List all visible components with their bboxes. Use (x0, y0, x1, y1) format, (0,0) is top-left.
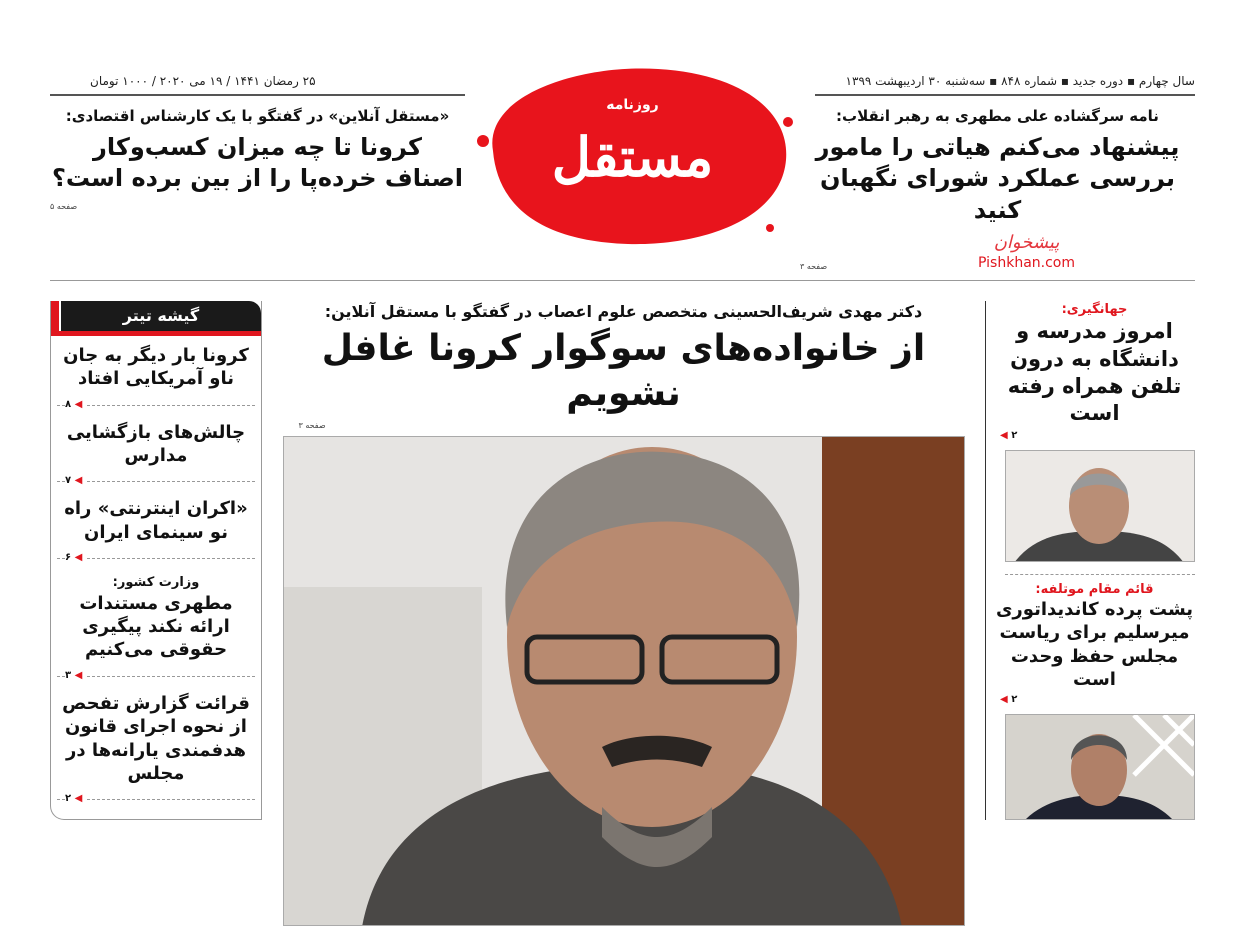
story-headline: مطهری مستندات ارائه نکند پیگیری حقوقی می‌کنیم (79, 592, 233, 661)
story-headline: از خانواده‌های سوگوار کرونا غافل نشویم (321, 328, 926, 415)
story-kicker: جهانگیری: (1061, 301, 1128, 317)
accent-bar (51, 301, 59, 331)
portrait-image (283, 437, 964, 926)
story-kicker: «مستقل آنلاین» در گفتگو با یک کارشناس اقتصادی: (65, 107, 450, 125)
top-left-story[interactable] (50, 96, 465, 212)
sidebar-story[interactable] (57, 574, 255, 692)
date-line: ۲۵ رمضان ۱۴۴۱ / ۱۹ می ۲۰۲۰ / ۱۰۰۰ تومان (50, 74, 465, 96)
page-ref: صفحه ۳ (800, 261, 828, 271)
right-story-1[interactable] (994, 301, 1195, 444)
right-story-2[interactable] (994, 581, 1195, 708)
sidebar-story[interactable] (57, 692, 255, 816)
right-photo-1 (1005, 450, 1195, 562)
page-ref: ◀ ۶ (65, 551, 85, 565)
story-kicker: وزارت کشور: (112, 575, 200, 591)
divider (1005, 574, 1195, 575)
page-ref: ◀ ۲ (65, 792, 85, 806)
page-ref: ◀ ۳ (65, 669, 85, 683)
page-ref: ◀ ۲ (1000, 429, 1018, 441)
story-headline: کرونا تا چه میزان کسب‌وکار اصناف خرده‌پا را از بین برده است؟ (51, 133, 464, 193)
main-photo (283, 436, 965, 926)
sidebar-story[interactable] (57, 497, 255, 574)
story-headline: پشت پرده کاندیداتوری میرسلیم برای ریاست مجلس حفظ وحدت است (995, 599, 1194, 691)
page-ref: صفحه ۳ (298, 421, 326, 431)
sidebar-title-text: گیشه تیتر (122, 306, 200, 326)
logo-title: مستقل (551, 125, 714, 189)
page-ref: صفحه ۵ (50, 201, 78, 211)
main-story[interactable] (279, 301, 969, 926)
page-ref: ◀ ۲ (1000, 693, 1018, 705)
right-photo-2 (1005, 714, 1195, 820)
story-headline: کرونا بار دیگر به جان ناو آمریکایی افتاد (63, 344, 249, 390)
right-column (985, 301, 1195, 820)
watermark: Pishkhan.com (978, 254, 1075, 271)
logo-subtitle: روزنامه (606, 97, 659, 113)
newspaper-logo (468, 56, 798, 251)
story-headline: چالش‌های بازگشایی مدارس (66, 421, 246, 466)
story-headline: قرائت گزارش تفحص از نحوه اجرای قانون هدفمندی یارانه‌ها در مجلس (62, 692, 250, 785)
sidebar-story[interactable] (57, 344, 255, 421)
page-ref: ◀ ۸ (65, 398, 85, 412)
issue-line: سال چهارم ▪ دوره جدید ▪ شماره ۸۴۸ ▪ سه‌شنبه ۳۰ اردیبهشت ۱۳۹۹ (815, 74, 1195, 96)
page-ref: ◀ ۷ (65, 474, 85, 488)
story-headline: «اکران اینترنتی» راه نو سینمای ایران (64, 498, 248, 543)
story-headline: امروز مدرسه و دانشگاه به درون تلفن همراه رفته است (1007, 319, 1182, 426)
story-kicker: قائم مقام موتلفه: (1035, 581, 1154, 597)
watermark-fa: پیشخوان (993, 231, 1060, 253)
story-headline: پیشنهاد می‌کنم هیاتی را مامور بررسی عملکرد شورای نگهبان کنید (815, 133, 1180, 224)
top-right-story[interactable] (800, 96, 1195, 272)
story-kicker: نامه سرگشاده علی مطهری به رهبر انقلاب: (836, 107, 1159, 125)
story-kicker: دکتر مهدی شریف‌الحسینی متخصص علوم اعصاب در گفتگو با مستقل آنلاین: (324, 301, 923, 321)
sidebar-story[interactable] (57, 421, 255, 498)
sidebar-title (61, 301, 261, 331)
headline-kiosk-sidebar (50, 301, 262, 821)
